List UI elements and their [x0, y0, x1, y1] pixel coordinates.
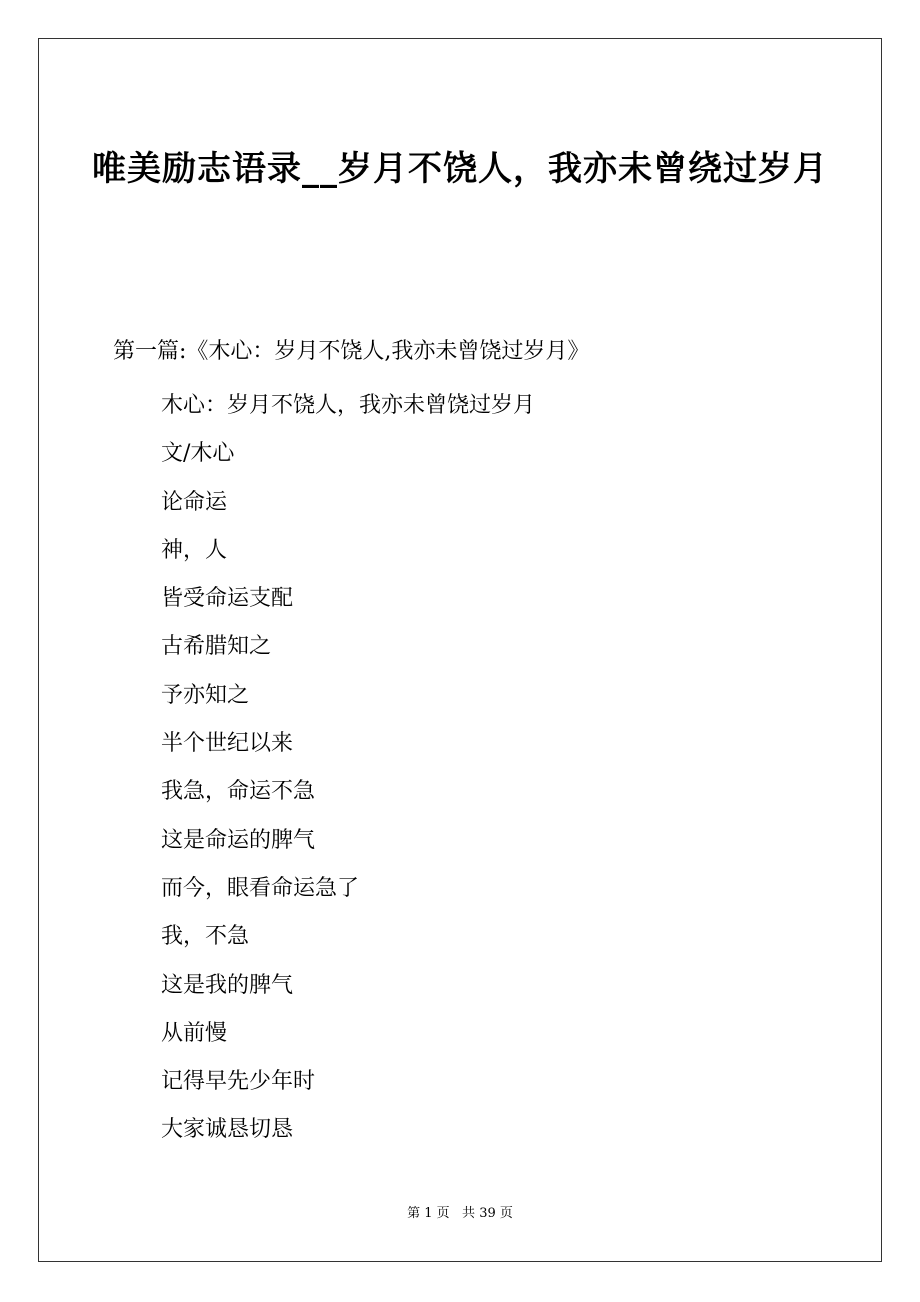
text-line: 文/木心	[161, 441, 235, 467]
text-line: 大家诚恳切恳	[161, 1117, 294, 1143]
text-line: 从前慢	[161, 1020, 228, 1046]
body-text	[161, 382, 535, 1155]
text-line: 记得早先少年时	[161, 1069, 316, 1095]
text-line: 我急，命运不急	[161, 779, 316, 805]
text-line: 我，不急	[161, 924, 250, 950]
text-line: 木心：岁月不饶人，我亦未曾饶过岁月	[161, 393, 536, 418]
text-line: 古希腊知之	[161, 634, 272, 660]
text-line: 这是我的脾气	[161, 972, 294, 998]
document-title: 唯美励志语录__岁月不饶人，我亦未曾绕过岁月	[92, 149, 828, 189]
page-number-footer: 第 1 页 共 39 页	[407, 1206, 513, 1221]
text-line: 论命运	[161, 489, 228, 515]
text-line: 皆受命运支配	[161, 586, 294, 612]
text-line: 神，人	[161, 537, 228, 563]
text-line: 予亦知之	[161, 682, 250, 708]
text-line: 而今，眼看命运急了	[161, 875, 360, 901]
text-line: 这是命运的脾气	[161, 827, 316, 853]
section-heading: 第一篇:《木心：岁月不饶人,我亦未曾饶过岁月》	[113, 339, 590, 364]
text-line: 半个世纪以来	[161, 731, 294, 757]
